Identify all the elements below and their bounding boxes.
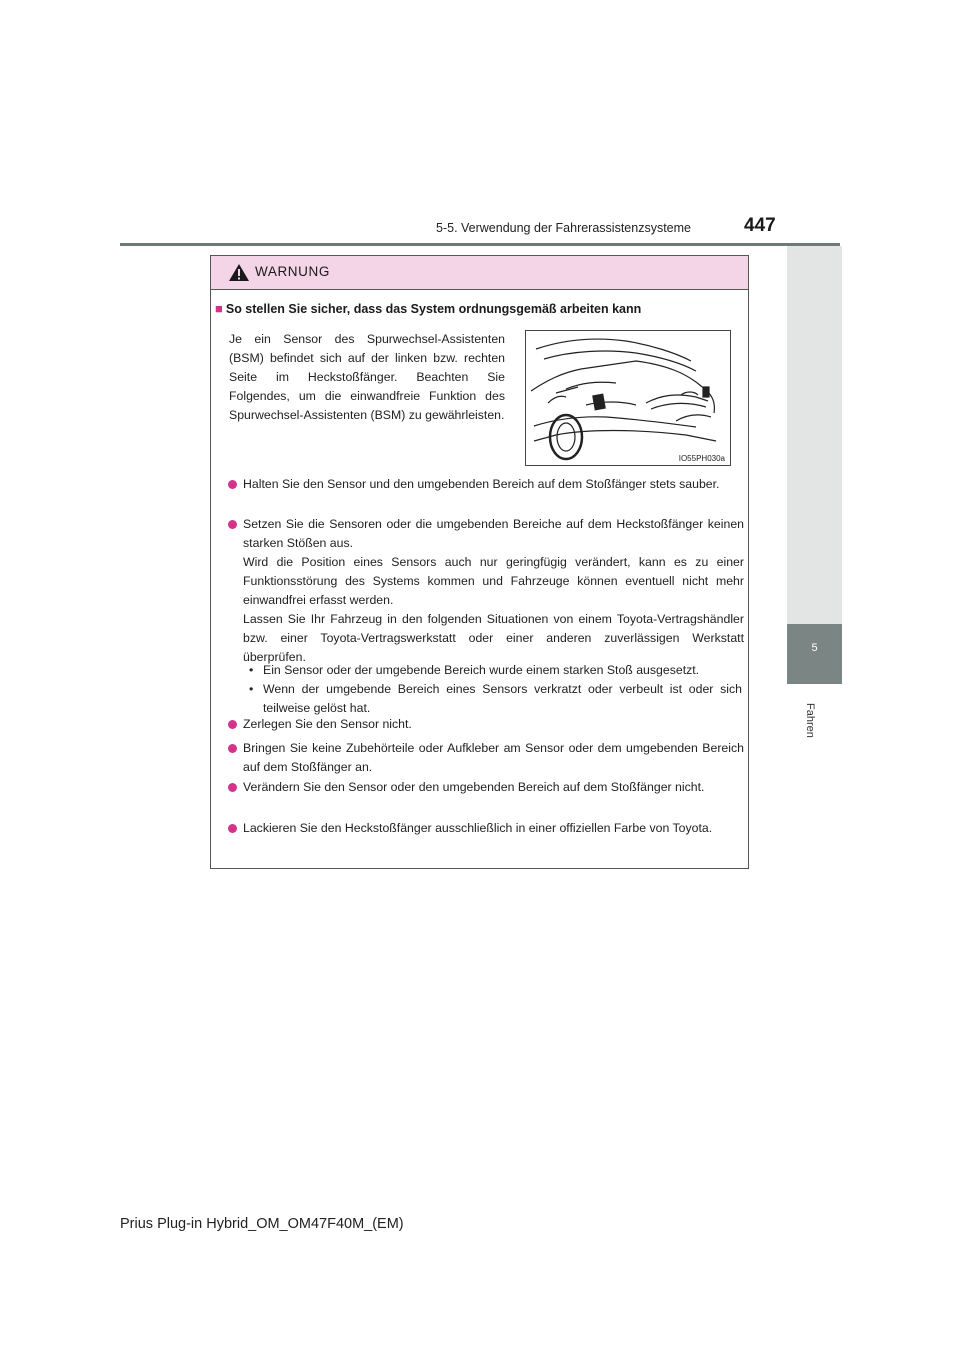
bullet-dot-icon	[228, 824, 237, 833]
warning-triangle-icon	[228, 263, 250, 282]
sub-bullet-item: • Ein Sensor oder der umgebende Bereich wurde einem starken Stoß ausgesetzt.	[249, 663, 700, 677]
bullet-item: Zerlegen Sie den Sensor nicht.	[228, 715, 744, 734]
warning-box	[210, 255, 749, 869]
car-rear-illustration	[525, 330, 731, 466]
section-heading: ■ So stellen Sie sicher, dass das System ordnungsgemäß arbeiten kann	[215, 301, 642, 316]
figure-code: IO55PH030a	[678, 454, 725, 463]
warning-title: WARNUNG	[255, 264, 330, 279]
bullet-item: Verändern Sie den Sensor oder den umgebenden Bereich auf dem Stoßfänger nicht.	[228, 778, 744, 797]
bullet-item: Lackieren Sie den Heckstoßfänger ausschließlich in einer offiziellen Farbe von Toyota.	[228, 819, 744, 838]
page-number: 447	[744, 215, 776, 236]
bullet-item: Setzen Sie die Sensoren oder die umgebenden Bereiche auf dem Heckstoßfänger keinen starken Stößen aus. Wird die Position eines Sensors auch nur geringfügig verändert, kann es zu einer Funktionsstörung des Systems kommen und Fahrzeuge können eventuell nicht mehr einwandfrei erfasst werden. Lassen Sie Ihr Fahrzeug in den folgenden Situationen von einem Toyota-Vertragshändler bzw. einer Toyota-Vertragswerkstatt oder einer anderen zuverlässigen Werkstatt überprüfen.	[228, 515, 744, 667]
chapter-tab-number: 5	[811, 642, 818, 654]
running-header-title: 5-5. Verwendung der Fahrerassistenzsysteme	[436, 221, 691, 235]
bullet-dot-icon	[228, 744, 237, 753]
bullet-dot-icon	[228, 783, 237, 792]
warning-header	[211, 256, 748, 290]
square-bullet-icon: ■	[215, 301, 223, 316]
chapter-tab-background	[787, 246, 842, 624]
header-rule	[120, 243, 840, 246]
chapter-tab-marker	[787, 624, 842, 684]
bullet-dot-icon	[228, 720, 237, 729]
car-rear-drawing	[526, 331, 730, 465]
footer-model-code: Prius Plug-in Hybrid_OM_OM47F40M_(EM)	[120, 1216, 404, 1232]
chapter-tab-label: Fahren	[804, 703, 816, 738]
intro-paragraph: Je ein Sensor des Spurwechsel-Assistenten (BSM) befindet sich auf der linken bzw. rechten Seite im Heckstoßfänger. Beachten Sie Folgendes, um die einwandfreie Funktion des Spurwechsel-Assistenten (BSM) zu gewährleisten.	[229, 332, 505, 422]
sub-bullet-item: • Wenn der umgebende Bereich eines Sensors verkratzt oder verbeult ist oder sich teilweise gelöst hat.	[249, 682, 742, 715]
bullet-dot-icon	[228, 480, 237, 489]
bullet-item: Bringen Sie keine Zubehörteile oder Aufkleber am Sensor oder dem umgebenden Bereich auf dem Stoßfänger an.	[228, 739, 744, 777]
bullet-dot-icon	[228, 520, 237, 529]
bullet-item: Halten Sie den Sensor und den umgebenden Bereich auf dem Stoßfänger stets sauber.	[228, 475, 744, 494]
